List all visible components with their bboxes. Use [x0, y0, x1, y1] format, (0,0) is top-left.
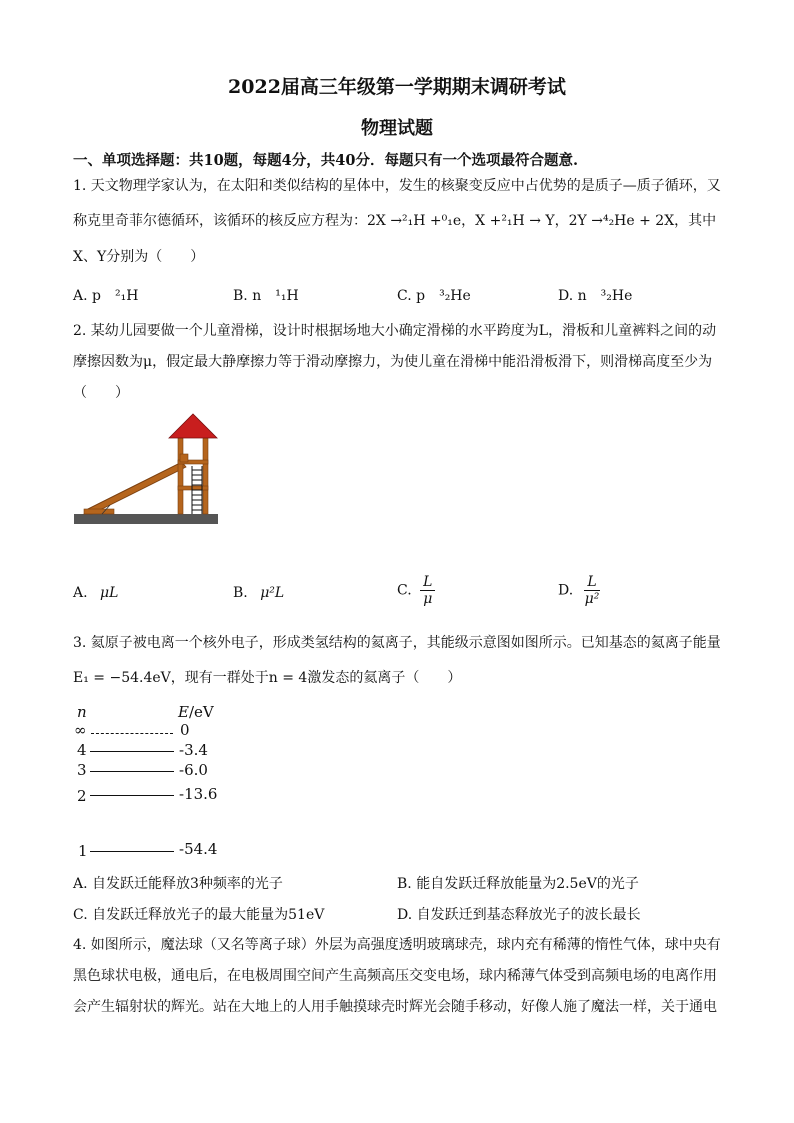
level-n-3: 3	[77, 761, 87, 779]
q4-line1: 4. 如图所示，魔法球（又名等离子球）外层为高强度透明玻璃球壳，球内充有稀薄的惰性气体，球中央有	[73, 937, 721, 953]
q2-line2: 摩擦因数为μ，假定最大静摩擦力等于滑动摩擦力，为使儿童在滑梯中能沿滑板滑下，则滑梯高度至少为	[73, 354, 713, 370]
ladder	[192, 466, 202, 514]
level-n-1: 1	[78, 842, 88, 860]
q2-line1: 2. 某幼儿园要做一个儿童滑梯，设计时根据场地大小确定滑梯的水平跨度为L，滑板和儿童裤料之间的动	[73, 323, 717, 339]
tower-post	[178, 438, 183, 514]
level-line-2	[90, 795, 174, 796]
slide-board	[84, 462, 186, 514]
page-title: 2022届高三年级第一学期期末调研考试	[228, 76, 566, 98]
q2-line3: （ ）	[73, 385, 129, 401]
slide-illustration	[72, 410, 222, 530]
q1-line2: 称克里奇菲尔德循环，该循环的核反应方程为：2X →²₁H +⁰₁e，X +²₁H → Y，2Y →⁴₂He + 2X，其中	[73, 213, 717, 229]
q2-option-d: D. $\frac{L}{\text{μ²}}$	[558, 574, 602, 607]
q1-line3: X、Y分别为（ ）	[73, 249, 205, 265]
q2-option-b: B. μ²L	[233, 585, 285, 601]
level-n-2: 2	[77, 787, 87, 805]
page-subtitle: 物理试题	[361, 118, 433, 139]
fraction: $\frac{L}{\text{μ²}}$	[584, 574, 600, 607]
q3-option-b: B. 能自发跃迁释放能量为2.5eV的光子	[397, 876, 639, 892]
q1-option-c: C. p ³₂He	[397, 288, 471, 304]
q3-line1: 3. 氦原子被电离一个核外电子，形成类氢结构的氦离子，其能级示意图如图所示。已知基态的氦离子能量	[73, 635, 721, 651]
level-e-2: -13.6	[179, 785, 218, 803]
level-line-1	[90, 851, 174, 852]
energy-axis-label: E/eV	[178, 703, 214, 721]
level-n-inf: ∞	[74, 721, 87, 739]
level-e-3: -6.0	[179, 761, 208, 779]
fraction: $\frac{L}{\mu}$	[420, 574, 435, 607]
q3-option-a: A. 自发跃迁能释放3种频率的光子	[73, 876, 283, 892]
q3-line2: E₁ = −54.4eV，现有一群处于n = 4激发态的氦离子（ ）	[73, 670, 462, 686]
level-line-4	[90, 751, 174, 752]
q1-option-a: A. p ²₁H	[73, 288, 139, 304]
q1-option-d: D. n ³₂He	[558, 288, 633, 304]
level-e-1: -54.4	[179, 840, 218, 858]
level-n-4: 4	[77, 741, 87, 759]
q3-option-d: D. 自发跃迁到基态释放光子的波长最长	[397, 907, 641, 923]
level-line-3	[90, 771, 174, 772]
level-e-inf: 0	[180, 721, 190, 739]
level-line-inf	[91, 733, 173, 734]
q2-option-a: A. μL	[73, 585, 119, 601]
q4-line3: 会产生辐射状的辉光。站在大地上的人用手触摸球壳时辉光会随手移动，好像人施了魔法一样，关于通电	[73, 999, 717, 1015]
n-axis-label: n	[77, 703, 87, 721]
q4-line2: 黑色球状电极，通电后，在电极周围空间产生高频高压交变电场，球内稀薄气体受到高频电场的电离作用	[73, 968, 717, 984]
q1-option-b: B. n ¹₁H	[233, 288, 299, 304]
q3-option-c: C. 自发跃迁释放光子的最大能量为51eV	[73, 907, 325, 923]
level-e-4: -3.4	[179, 741, 208, 759]
roof	[169, 414, 217, 438]
ground	[74, 514, 218, 524]
q1-line1: 1. 天文物理学家认为，在太阳和类似结构的星体中，发生的核聚变反应中占优势的是质子—质子循环，又	[73, 178, 721, 194]
q2-option-c: C. $\frac{L}{\mu}$	[397, 574, 435, 607]
section-heading: 一、单项选择题：共10题，每题4分，共40分．每题只有一个选项最符合题意.	[73, 152, 578, 169]
